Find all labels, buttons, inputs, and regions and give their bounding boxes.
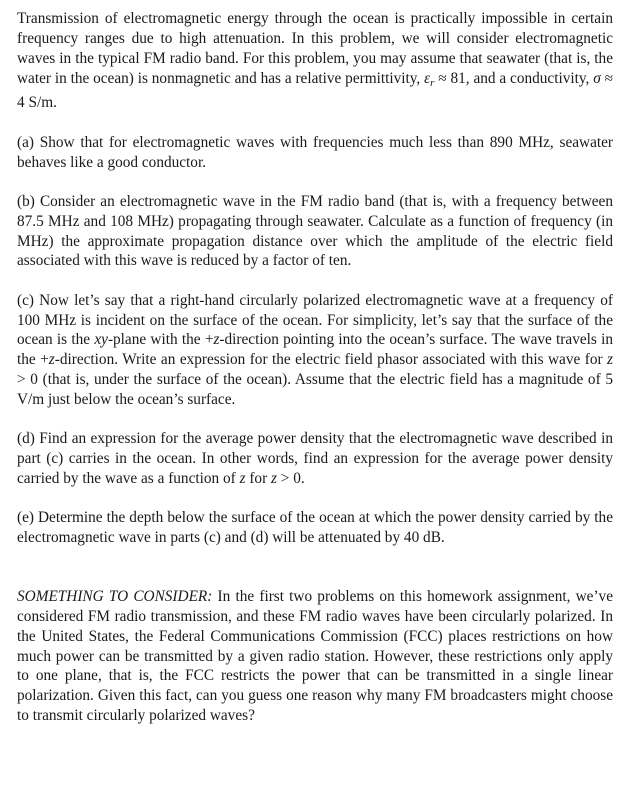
part-d-text-3: > 0.	[276, 470, 305, 488]
epsilon-symbol: ε	[424, 69, 431, 87]
consider-paragraph	[17, 587, 613, 726]
intro-text-3: ≈ 4 S/m.	[17, 69, 613, 112]
consider-label: SOMETHING TO CONSIDER:	[17, 588, 213, 606]
part-c-text-2: -plane with the +	[107, 331, 214, 349]
consider-text: In the first two problems on this homework assignment, we’ve considered FM radio transmission, and these FM radio waves have been circularly polarized. In the United States, the Federal Communications Commission (FCC) places restrictions on how much power can be transmitted by a given radio station. However, these restrictions only apply to one plane, that is, the FCC restricts the power that can be transmitted in a single linear polarization. Given this fact, can you guess one reason why many FM broadcasters might choose to transmit circularly polarized waves?	[17, 588, 613, 725]
part-c-text-1: (c) Now let’s say that a right-hand circularly polarized electromagnetic wave at a frequency of 100 MHz is incident on the surface of the ocean. For simplicity, let’s say that the surface of the ocean is the	[17, 291, 613, 349]
part-e-paragraph: (e) Determine the depth below the surface of the ocean at which the power density carried by the electromagnetic wave in parts (c) and (d) will be attenuated by 40 dB.	[17, 509, 613, 547]
part-d-paragraph	[17, 429, 613, 489]
part-d-math-z1: z	[239, 470, 246, 488]
part-d-text-2: for	[245, 470, 272, 488]
part-c-text-4: -direction. Write an expression for the electric field phasor associated with this wave for	[54, 351, 608, 369]
part-c-math-z2: z	[48, 351, 55, 369]
part-c-math-z3: z	[607, 351, 613, 369]
part-c-math-xy: xy	[94, 331, 108, 349]
intro-text-2: ≈ 81, and a conductivity,	[434, 69, 594, 87]
sigma-symbol: σ	[593, 69, 601, 87]
part-d-text-1: (d) Find an expression for the average power density that the electromagnetic wave described in part (c) carries in the ocean. In other words, find an expression for the average power density carried by the wave as a function of	[17, 430, 613, 488]
intro-text-1: Transmission of electromagnetic energy through the ocean is practically impossible in certain frequency ranges due to high attenuation. In this problem, we will consider electromagnetic waves in the typical FM radio band. For this problem, you may assume that seawater (that is, the water in the ocean) is nonmagnetic and has a relative permittivity,	[17, 10, 613, 87]
part-a-paragraph: (a) Show that for electromagnetic waves with frequencies much less than 890 MHz, seawater behaves like a good conductor.	[17, 133, 613, 171]
part-d-math-z2: z	[271, 470, 277, 488]
epsilon-subscript: r	[430, 76, 435, 89]
intro-paragraph	[17, 9, 613, 113]
part-b-paragraph: (b) Consider an electromagnetic wave in the FM radio band (that is, with a frequency between 87.5 MHz and 108 MHz) propagating through seawater. Calculate as a function of frequency (in MHz) the approximate propagation distance over which the amplitude of the electric field associated with this wave is reduced by a factor of ten.	[17, 192, 613, 270]
part-c-text-5: > 0 (that is, under the surface of the ocean). Assume that the electric field has a magnitude of 5 V/m just below the ocean’s surface.	[17, 371, 613, 408]
part-c-paragraph	[17, 291, 613, 410]
part-c-text-3: -direction pointing into the ocean’s surface. The wave travels in the +	[17, 331, 613, 369]
problem-document	[17, 9, 613, 726]
part-c-math-z1: z	[213, 331, 220, 349]
